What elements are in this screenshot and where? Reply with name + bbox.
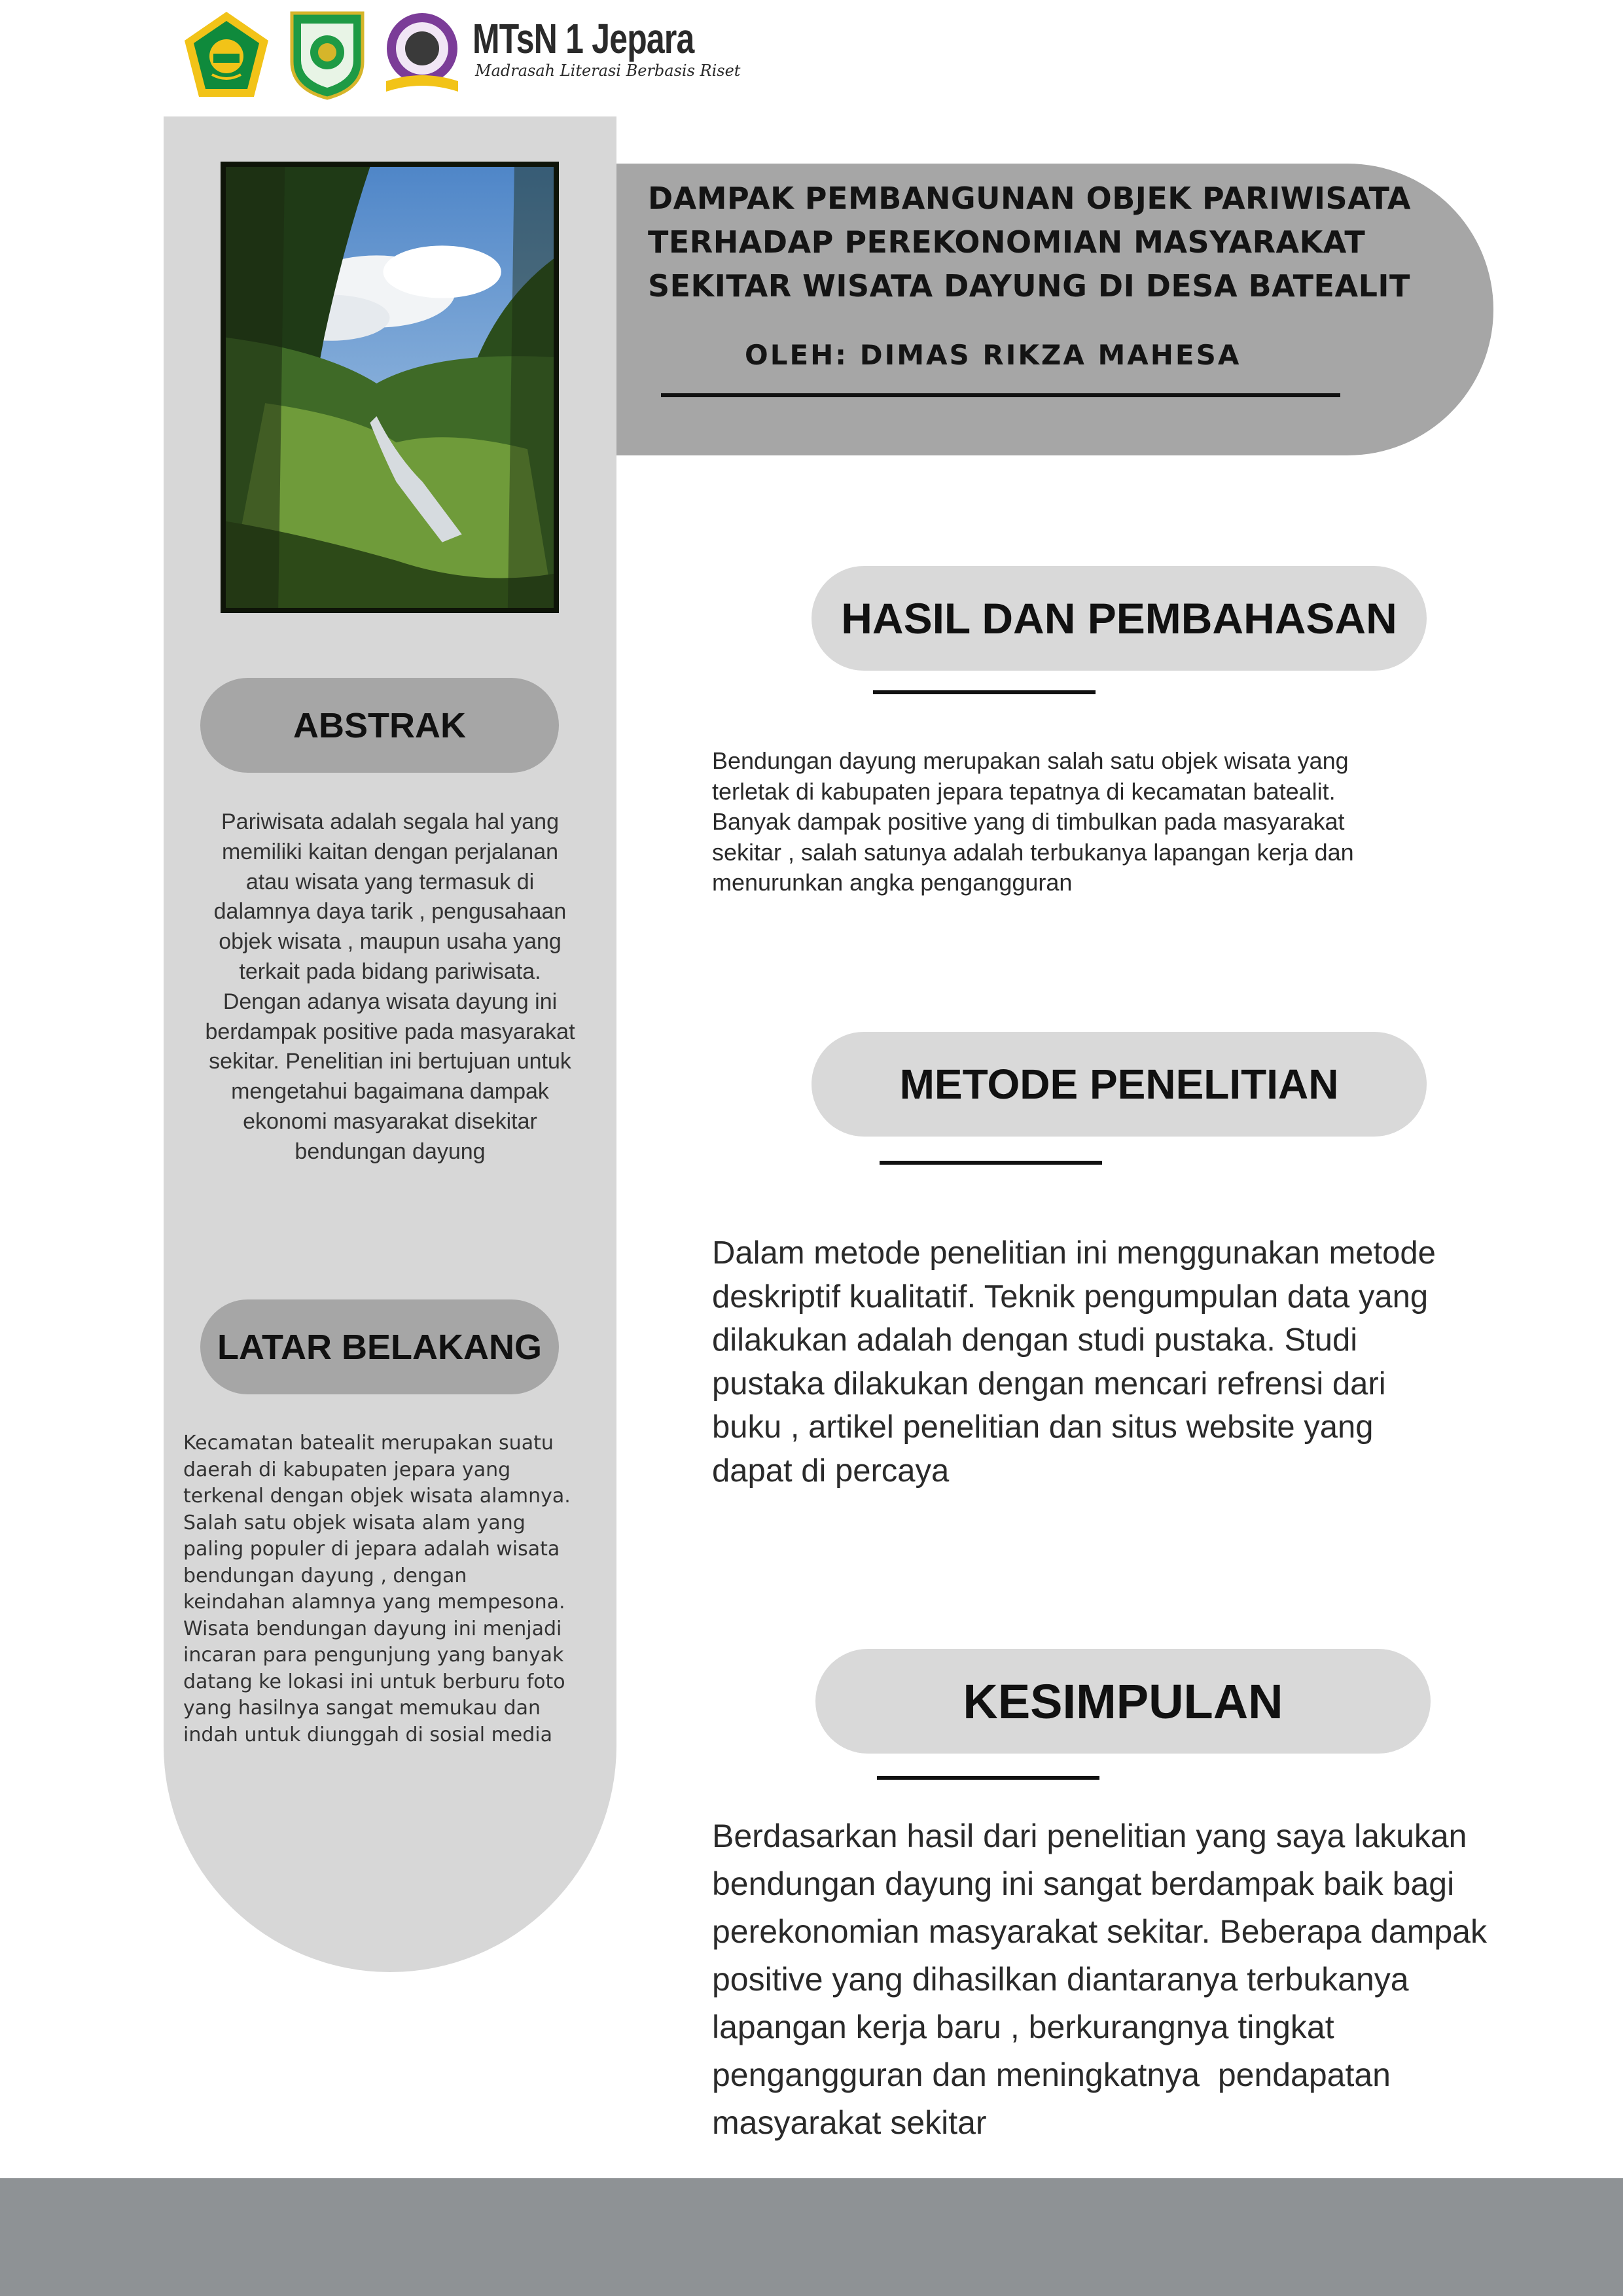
poster-title: DAMPAK PEMBANGUNAN OBJEK PARIWISATA TERHADAP PEREKONOMIAN MASYARAKAT SEKITAR WISATA DAYUNG DI DESA BATEALIT [648,181,1412,304]
latar-belakang-heading: LATAR BELAKANG [200,1299,559,1394]
kesimpulan-divider [877,1776,1099,1780]
landscape-photo [221,162,559,613]
abstrak-body: Pariwisata adalah segala hal yang memiliki kaitan dengan perjalanan atau wisata yang termasuk di dalamnya daya tarik , pengusahaan objek wisata , maupun usaha yang terkait pada bidang pariwisata. Dengan adanya wisata dayung ini berdampak positive pada masyarakat sekitar. Penelitian ini bertujuan untuk mengetahui bagaimana dampak ekonomi masyarakat disekitar bendungan dayung [205,809,575,1164]
kemenag-logo [181,9,272,101]
library-logo [380,9,465,101]
school-emblem-logo [287,9,368,101]
metode-heading: METODE PENELITIAN [812,1032,1427,1137]
kesimpulan-body: Berdasarkan hasil dari penelitian yang saya lakukan bendungan dayung ini sangat berdampak baik bagi perekonomian masyarakat sekitar. Beberapa dampak positive yang dihasilkan diantaranya terbukanya lapangan kerja baru , berkurangnya tingkat pengangguran dan meningkatnya pendapatan masyarakat sekitar [712,1818,1487,2141]
latar-belakang-body: Kecamatan batealit merupakan suatu daerah di kabupaten jepara yang terkenal dengan objek wisata alamnya. Salah satu objek wisata alam yang paling populer di jepara adalah wisata bendungan dayung , dengan keindahan alamnya yang mempesona. Wisata bendungan dayung ini menjadi incaran para pengunjung yang banyak datang ke lokasi ini untuk berburu foto yang hasilnya sangat memukau dan indah untuk diunggah di sosial media [183,1432,571,1746]
title-divider [661,393,1340,397]
author-line: OLEH: DIMAS RIKZA MAHESA [745,339,1241,371]
school-name: MTsN 1 Jepara [473,15,694,62]
hasil-body: Bendungan dayung merupakan salah satu objek wisata yang terletak di kabupaten jepara tepatnya di kecamatan batealit. Banyak dampak positive yang di timbulkan pada masyarakat sekitar , salah satunya adalah terbukanya lapangan kerja dan menurunkan angka pengangguran [712,747,1354,896]
kesimpulan-heading: KESIMPULAN [815,1649,1431,1754]
hasil-heading: HASIL DAN PEMBAHASAN [812,566,1427,671]
footer-band [0,2178,1623,2296]
hasil-divider [873,690,1096,694]
school-tagline: Madrasah Literasi Berbasis Riset [475,62,741,80]
metode-divider [880,1161,1102,1165]
abstrak-heading: ABSTRAK [200,678,559,773]
metode-body: Dalam metode penelitian ini menggunakan metode deskriptif kualitatif. Teknik pengumpulan data yang dilakukan adalah dengan studi pustaka. Studi pustaka dilakukan dengan mencari refrensi dari buku , artikel penelitian dan situs website yang dapat di percaya [712,1235,1436,1489]
